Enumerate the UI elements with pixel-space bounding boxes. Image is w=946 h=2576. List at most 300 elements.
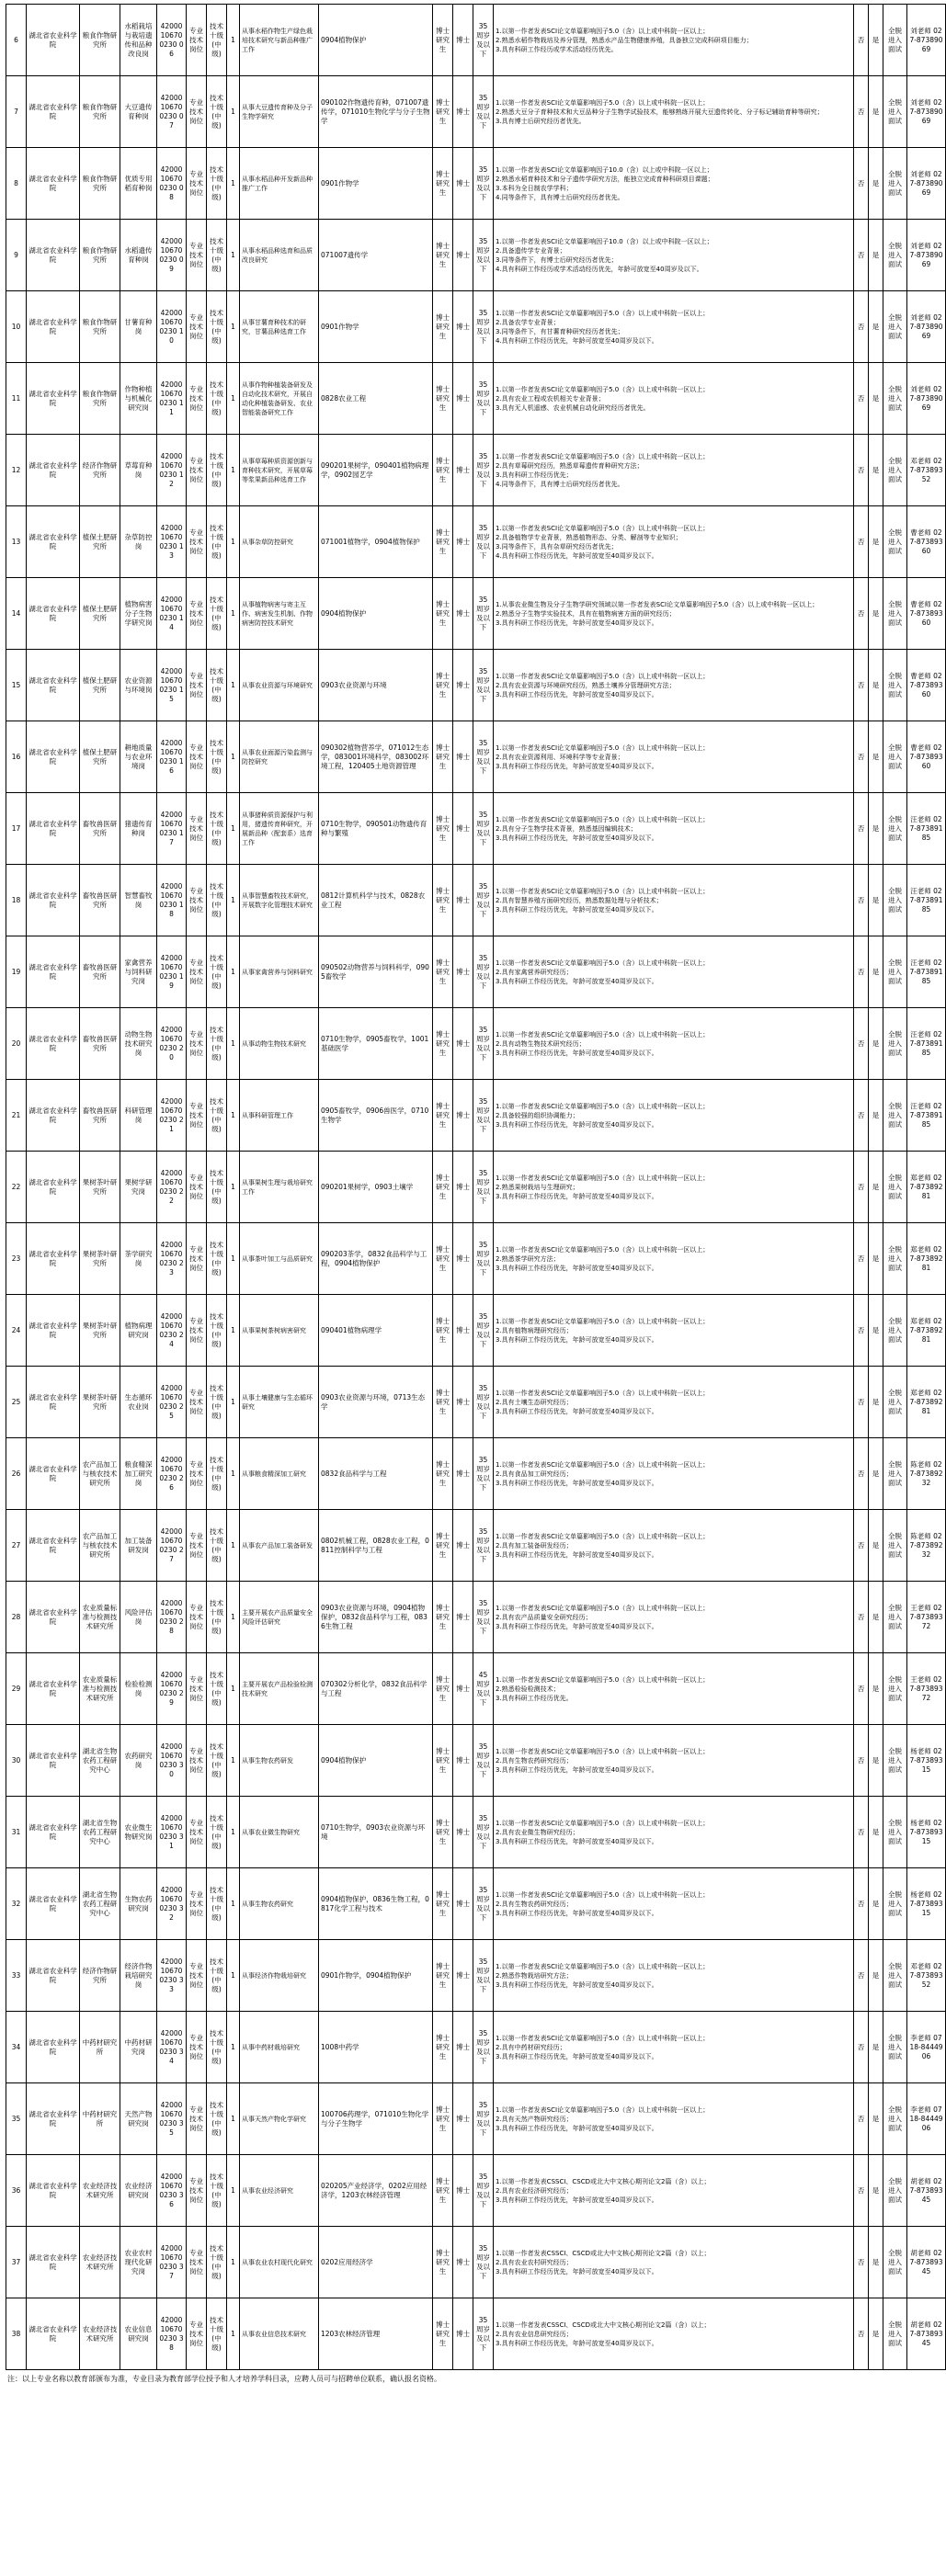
education-cell: 博士研究生 bbox=[433, 2298, 453, 2370]
major-requirement-cell: 0901作物学 bbox=[319, 291, 433, 363]
row-number: 31 bbox=[6, 1797, 27, 1868]
row-number: 21 bbox=[6, 1080, 27, 1152]
education-cell: 博士研究生 bbox=[433, 1438, 453, 1510]
headcount-cell: 1 bbox=[227, 578, 240, 650]
education-cell: 博士研究生 bbox=[433, 1080, 453, 1152]
department-cell: 畜牧兽医研究所 bbox=[80, 936, 120, 1008]
specific-exam-cell: 否 bbox=[854, 435, 869, 506]
other-requirements-cell: 1.以第一作者发表SCI论文单篇影响因子5.0（含）以上或中科院一区以上； 2.熟悉作物栽培研究方法； 3.具有科研工作经历优先，年龄可放宽至40周岁及以下。 bbox=[494, 1940, 854, 2012]
other-requirements-cell: 1.从事农业微生物及分子生物学研究领域以第一作者发表SCI论文单篇影响因子5.0（含）以上或中科院一区以上； 2.熟悉分子生物学实验技术，具有在植物病害方面的研究经历； 3.具有科研工作经历优先，年龄可放宽至40周岁及以下。 bbox=[494, 578, 854, 650]
major-requirement-cell: 090302植物营养学，071012生态学，083001环境科学，083002环境工程，120405土地资源管理 bbox=[319, 721, 433, 793]
employer-cell: 湖北省农业科学院 bbox=[27, 1510, 80, 1582]
post-name-cell: 优质专用稻育种岗 bbox=[120, 148, 157, 220]
major-requirement-cell: 0202应用经济学 bbox=[319, 2227, 433, 2298]
exam-method-cell: 全脱进入面试 bbox=[883, 1582, 907, 1653]
employer-cell: 湖北省农业科学院 bbox=[27, 291, 80, 363]
education-cell: 博士研究生 bbox=[433, 76, 453, 148]
exam-flag-cell: 是 bbox=[869, 2298, 883, 2370]
headcount-cell: 1 bbox=[227, 2227, 240, 2298]
post-description-cell: 从事农产品加工装备研发 bbox=[240, 1510, 319, 1582]
table-row bbox=[6, 220, 946, 291]
age-cell: 35周岁及以下 bbox=[473, 2227, 494, 2298]
employer-cell: 湖北省农业科学院 bbox=[27, 1223, 80, 1295]
exam-flag-cell: 是 bbox=[869, 506, 883, 578]
table-row bbox=[6, 435, 946, 506]
department-cell: 果树茶叶研究所 bbox=[80, 1295, 120, 1367]
age-cell: 35周岁及以下 bbox=[473, 2155, 494, 2227]
post-description-cell: 从事经济作物栽培研究 bbox=[240, 1940, 319, 2012]
post-code-cell: 42000106700230 19 bbox=[157, 936, 187, 1008]
table-row bbox=[6, 506, 946, 578]
age-cell: 35周岁及以下 bbox=[473, 1008, 494, 1080]
post-name-cell: 检验检测岗 bbox=[120, 1653, 157, 1725]
department-cell: 畜牧兽医研究所 bbox=[80, 1080, 120, 1152]
post-description-cell: 从事生物农药研究 bbox=[240, 1868, 319, 1940]
exam-flag-cell: 是 bbox=[869, 1008, 883, 1080]
contact-cell: 汪老师 027-87389185 bbox=[907, 865, 946, 936]
major-requirement-cell: 0812计算机科学与技术，0828农业工程 bbox=[319, 865, 433, 936]
department-cell: 农产品加工与核农技术研究所 bbox=[80, 1438, 120, 1510]
post-code-cell: 42000106700230 25 bbox=[157, 1367, 187, 1438]
job-table-container bbox=[6, 4, 943, 2385]
table-row bbox=[6, 721, 946, 793]
post-code-cell: 42000106700230 38 bbox=[157, 2298, 187, 2370]
major-requirement-cell: 0710生物学，0905畜牧学，1001基础医学 bbox=[319, 1008, 433, 1080]
row-number: 11 bbox=[6, 363, 27, 435]
post-code-cell: 42000106700230 32 bbox=[157, 1868, 187, 1940]
degree-cell: 博士 bbox=[453, 721, 473, 793]
exam-method-cell: 全脱进入面试 bbox=[883, 220, 907, 291]
exam-flag-cell: 是 bbox=[869, 1940, 883, 2012]
employer-cell: 湖北省农业科学院 bbox=[27, 1868, 80, 1940]
post-description-cell: 从事生物农药研发 bbox=[240, 1725, 319, 1797]
education-cell: 博士研究生 bbox=[433, 1510, 453, 1582]
contact-cell: 郑老师 027-87389281 bbox=[907, 1152, 946, 1223]
row-number: 34 bbox=[6, 2012, 27, 2083]
post-description-cell: 从事农业经济研究 bbox=[240, 2155, 319, 2227]
department-cell: 畜牧兽医研究所 bbox=[80, 1008, 120, 1080]
headcount-cell: 1 bbox=[227, 220, 240, 291]
post-code-cell: 42000106700230 27 bbox=[157, 1510, 187, 1582]
contact-cell: 曹老师 027-87389360 bbox=[907, 650, 946, 721]
headcount-cell: 1 bbox=[227, 435, 240, 506]
headcount-cell: 1 bbox=[227, 2155, 240, 2227]
job-table bbox=[6, 4, 946, 2370]
post-description-cell: 从事农业信息技术研究 bbox=[240, 2298, 319, 2370]
specific-exam-cell: 否 bbox=[854, 1080, 869, 1152]
post-name-cell: 生物农药研究岗 bbox=[120, 1868, 157, 1940]
contact-cell: 王老师 027-87389372 bbox=[907, 1653, 946, 1725]
exam-method-cell: 全脱进入面试 bbox=[883, 2227, 907, 2298]
post-code-cell: 42000106700230 28 bbox=[157, 1582, 187, 1653]
post-description-cell: 从事果树生理与栽培研究工作 bbox=[240, 1152, 319, 1223]
degree-cell: 博士 bbox=[453, 650, 473, 721]
exam-method-cell: 全脱进入面试 bbox=[883, 5, 907, 76]
employer-cell: 湖北省农业科学院 bbox=[27, 578, 80, 650]
headcount-cell: 1 bbox=[227, 1223, 240, 1295]
age-cell: 35周岁及以下 bbox=[473, 936, 494, 1008]
post-category-cell: 专业技术岗位 bbox=[187, 506, 207, 578]
row-number: 20 bbox=[6, 1008, 27, 1080]
other-requirements-cell: 1.以第一作者发表SCI论文单篇影响因子5.0（含）以上或中科院一区以上； 2.具有土壤生态研究经历； 3.具有科研工作经历优先，年龄可放宽至40周岁及以下。 bbox=[494, 1367, 854, 1438]
other-requirements-cell: 1.以第一作者发表SCI论文单篇影响因子10.0（含）以上或中科院一区以上； 2.熟悉水稻育种技术和分子遗传学研究方法，能独立完成育种科研项目课题； 3.本科为全日制农学学科； 4.同等条件下，具有博士后研究经历者优先。 bbox=[494, 148, 854, 220]
post-code-cell: 42000106700230 13 bbox=[157, 506, 187, 578]
post-category-cell: 专业技术岗位 bbox=[187, 1438, 207, 1510]
degree-cell: 博士 bbox=[453, 936, 473, 1008]
post-name-cell: 动物生物技术研究岗 bbox=[120, 1008, 157, 1080]
headcount-cell: 1 bbox=[227, 721, 240, 793]
post-name-cell: 经济作物栽培研究岗 bbox=[120, 1940, 157, 2012]
major-requirement-cell: 0710生物学，0903农业资源与环境 bbox=[319, 1797, 433, 1868]
post-code-cell: 42000106700230 34 bbox=[157, 2012, 187, 2083]
headcount-cell: 1 bbox=[227, 936, 240, 1008]
table-row bbox=[6, 1008, 946, 1080]
headcount-cell: 1 bbox=[227, 793, 240, 865]
post-category-cell: 专业技术岗位 bbox=[187, 2012, 207, 2083]
exam-flag-cell: 是 bbox=[869, 2227, 883, 2298]
post-category-cell: 专业技术岗位 bbox=[187, 1223, 207, 1295]
post-code-cell: 42000106700230 22 bbox=[157, 1152, 187, 1223]
table-row bbox=[6, 1725, 946, 1797]
major-requirement-cell: 0901作物学 bbox=[319, 148, 433, 220]
post-category-cell: 专业技术岗位 bbox=[187, 1152, 207, 1223]
post-level-cell: 技术十级(中级) bbox=[207, 1653, 227, 1725]
headcount-cell: 1 bbox=[227, 76, 240, 148]
contact-cell: 邓老师 027-87389352 bbox=[907, 1940, 946, 2012]
post-code-cell: 42000106700230 09 bbox=[157, 220, 187, 291]
major-requirement-cell: 070302分析化学，0832食品科学与工程 bbox=[319, 1653, 433, 1725]
post-description-cell: 从事科研管理工作 bbox=[240, 1080, 319, 1152]
post-code-cell: 42000106700230 35 bbox=[157, 2083, 187, 2155]
employer-cell: 湖北省农业科学院 bbox=[27, 721, 80, 793]
contact-cell: 刘老师 027-87389069 bbox=[907, 148, 946, 220]
education-cell: 博士研究生 bbox=[433, 506, 453, 578]
specific-exam-cell: 否 bbox=[854, 1438, 869, 1510]
row-number: 9 bbox=[6, 220, 27, 291]
degree-cell: 博士 bbox=[453, 506, 473, 578]
table-row bbox=[6, 1438, 946, 1510]
degree-cell: 博士 bbox=[453, 148, 473, 220]
degree-cell: 博士 bbox=[453, 1582, 473, 1653]
age-cell: 35周岁及以下 bbox=[473, 1582, 494, 1653]
major-requirement-cell: 1008中药学 bbox=[319, 2012, 433, 2083]
department-cell: 粮食作物研究所 bbox=[80, 148, 120, 220]
post-description-cell: 从事粮食精深加工研究 bbox=[240, 1438, 319, 1510]
post-level-cell: 技术十级(中级) bbox=[207, 2155, 227, 2227]
table-row bbox=[6, 2298, 946, 2370]
post-name-cell: 植物病理研究岗 bbox=[120, 1295, 157, 1367]
exam-flag-cell: 是 bbox=[869, 2012, 883, 2083]
exam-method-cell: 全脱进入面试 bbox=[883, 578, 907, 650]
post-code-cell: 42000106700230 26 bbox=[157, 1438, 187, 1510]
contact-cell: 杨老师 027-87389315 bbox=[907, 1868, 946, 1940]
row-number: 22 bbox=[6, 1152, 27, 1223]
exam-flag-cell: 是 bbox=[869, 1223, 883, 1295]
other-requirements-cell: 1.以第一作者发表SCI论文单篇影响因子5.0（含）以上或中科院一区以上； 2.具有农业资源利用、环境科学等专业背景； 3.具有科研工作经历优先，年龄可放宽至40周岁及以下。 bbox=[494, 721, 854, 793]
employer-cell: 湖北省农业科学院 bbox=[27, 2298, 80, 2370]
post-code-cell: 42000106700230 36 bbox=[157, 2155, 187, 2227]
department-cell: 经济作物研究所 bbox=[80, 435, 120, 506]
department-cell: 经济作物研究所 bbox=[80, 1940, 120, 2012]
specific-exam-cell: 否 bbox=[854, 1582, 869, 1653]
exam-method-cell: 全脱进入面试 bbox=[883, 291, 907, 363]
exam-flag-cell: 是 bbox=[869, 363, 883, 435]
post-code-cell: 42000106700230 30 bbox=[157, 1725, 187, 1797]
headcount-cell: 1 bbox=[227, 1940, 240, 2012]
specific-exam-cell: 否 bbox=[854, 1367, 869, 1438]
employer-cell: 湖北省农业科学院 bbox=[27, 793, 80, 865]
education-cell: 博士研究生 bbox=[433, 435, 453, 506]
major-requirement-cell: 090502动物营养与饲料科学，0905畜牧学 bbox=[319, 936, 433, 1008]
post-name-cell: 杂草防控岗 bbox=[120, 506, 157, 578]
post-description-cell: 从事农业农村现代化研究 bbox=[240, 2227, 319, 2298]
post-description-cell: 从事草莓种质资源创新与育种技术研究，开展草莓等浆果新品种选育工作 bbox=[240, 435, 319, 506]
post-category-cell: 专业技术岗位 bbox=[187, 865, 207, 936]
department-cell: 中药材研究所 bbox=[80, 2083, 120, 2155]
major-requirement-cell: 0828农业工程 bbox=[319, 363, 433, 435]
row-number: 17 bbox=[6, 793, 27, 865]
specific-exam-cell: 否 bbox=[854, 721, 869, 793]
exam-method-cell: 全脱进入面试 bbox=[883, 1868, 907, 1940]
education-cell: 博士研究生 bbox=[433, 936, 453, 1008]
degree-cell: 博士 bbox=[453, 1152, 473, 1223]
education-cell: 博士研究生 bbox=[433, 148, 453, 220]
contact-cell: 曹老师 027-87389360 bbox=[907, 578, 946, 650]
employer-cell: 湖北省农业科学院 bbox=[27, 76, 80, 148]
post-name-cell: 加工装备研发岗 bbox=[120, 1510, 157, 1582]
exam-flag-cell: 是 bbox=[869, 936, 883, 1008]
exam-method-cell: 全脱进入面试 bbox=[883, 1152, 907, 1223]
education-cell: 博士研究生 bbox=[433, 1152, 453, 1223]
exam-flag-cell: 是 bbox=[869, 793, 883, 865]
post-level-cell: 技术十级(中级) bbox=[207, 76, 227, 148]
post-level-cell: 技术十级(中级) bbox=[207, 1797, 227, 1868]
headcount-cell: 1 bbox=[227, 2083, 240, 2155]
job-table-body bbox=[6, 5, 946, 2370]
employer-cell: 湖北省农业科学院 bbox=[27, 1653, 80, 1725]
post-category-cell: 专业技术岗位 bbox=[187, 76, 207, 148]
education-cell: 博士研究生 bbox=[433, 2155, 453, 2227]
contact-cell: 邓老师 027-87389352 bbox=[907, 435, 946, 506]
other-requirements-cell: 1.以第一作者发表SCI论文单篇影响因子5.0（含）以上或中科院一区以上； 2.具有中药材研究经历； 3.具有科研工作经历优先，年龄可放宽至40周岁及以下。 bbox=[494, 2012, 854, 2083]
degree-cell: 博士 bbox=[453, 1653, 473, 1725]
row-number: 14 bbox=[6, 578, 27, 650]
education-cell: 博士研究生 bbox=[433, 2227, 453, 2298]
exam-flag-cell: 是 bbox=[869, 1868, 883, 1940]
specific-exam-cell: 否 bbox=[854, 2083, 869, 2155]
headcount-cell: 1 bbox=[227, 865, 240, 936]
table-row bbox=[6, 1223, 946, 1295]
department-cell: 粮食作物研究所 bbox=[80, 76, 120, 148]
row-number: 28 bbox=[6, 1582, 27, 1653]
post-name-cell: 水稻栽培与栽培遗传和品种改良岗 bbox=[120, 5, 157, 76]
exam-flag-cell: 是 bbox=[869, 1510, 883, 1582]
other-requirements-cell: 1.以第一作者发表SCI论文单篇影响因子5.0（含）以上或中科院一区以上； 2.具有生物农药研究经历； 3.具有科研工作经历优先，年龄可放宽至40周岁及以下。 bbox=[494, 1725, 854, 1797]
post-category-cell: 专业技术岗位 bbox=[187, 1653, 207, 1725]
department-cell: 果树茶叶研究所 bbox=[80, 1152, 120, 1223]
post-level-cell: 技术十级(中级) bbox=[207, 1438, 227, 1510]
other-requirements-cell: 1.以第一作者发表SCI论文单篇影响因子5.0（含）以上或中科院一区以上； 2.熟悉果树栽培与生理研究； 3.具有科研工作经历优先，年龄可放宽至40周岁及以下。 bbox=[494, 1152, 854, 1223]
department-cell: 粮食作物研究所 bbox=[80, 5, 120, 76]
exam-flag-cell: 是 bbox=[869, 291, 883, 363]
post-category-cell: 专业技术岗位 bbox=[187, 1582, 207, 1653]
post-name-cell: 天然产物研究岗 bbox=[120, 2083, 157, 2155]
department-cell: 畜牧兽医研究所 bbox=[80, 793, 120, 865]
post-level-cell: 技术十级(中级) bbox=[207, 1510, 227, 1582]
specific-exam-cell: 否 bbox=[854, 2012, 869, 2083]
post-description-cell: 从事土壤健康与生态循环研究 bbox=[240, 1367, 319, 1438]
department-cell: 果树茶叶研究所 bbox=[80, 1223, 120, 1295]
post-description-cell: 从事猪种质资源保护与利用，猪遗传育种研究，开展新品种（配套系）选育工作 bbox=[240, 793, 319, 865]
post-category-cell: 专业技术岗位 bbox=[187, 5, 207, 76]
department-cell: 畜牧兽医研究所 bbox=[80, 865, 120, 936]
post-level-cell: 技术十级(中级) bbox=[207, 1582, 227, 1653]
major-requirement-cell: 0710生物学，090501动物遗传育种与繁殖 bbox=[319, 793, 433, 865]
education-cell: 博士研究生 bbox=[433, 1797, 453, 1868]
employer-cell: 湖北省农业科学院 bbox=[27, 220, 80, 291]
employer-cell: 湖北省农业科学院 bbox=[27, 1367, 80, 1438]
row-number: 15 bbox=[6, 650, 27, 721]
post-name-cell: 科研管理岗 bbox=[120, 1080, 157, 1152]
table-row bbox=[6, 865, 946, 936]
post-category-cell: 专业技术岗位 bbox=[187, 1940, 207, 2012]
exam-method-cell: 全脱进入面试 bbox=[883, 148, 907, 220]
other-requirements-cell: 1.以第一作者发表SCI论文单篇影响因子5.0（含）以上或中科院一区以上； 2.具有植物病理研究经历； 3.具有科研工作经历优先，年龄可放宽至40周岁及以下。 bbox=[494, 1295, 854, 1367]
exam-method-cell: 全脱进入面试 bbox=[883, 506, 907, 578]
education-cell: 博士研究生 bbox=[433, 291, 453, 363]
post-description-cell: 从事农业微生物研究 bbox=[240, 1797, 319, 1868]
contact-cell: 刘老师 027-87389069 bbox=[907, 220, 946, 291]
exam-flag-cell: 是 bbox=[869, 148, 883, 220]
other-requirements-cell: 1.以第一作者发表SCI论文单篇影响因子5.0（含）以上或中科院一区以上； 2.具有家禽营养研究经历； 3.具有科研工作经历优先，年龄可放宽至40周岁及以下。 bbox=[494, 936, 854, 1008]
exam-flag-cell: 是 bbox=[869, 1367, 883, 1438]
major-requirement-cell: 0802机械工程，0828农业工程，0811控制科学与工程 bbox=[319, 1510, 433, 1582]
education-cell: 博士研究生 bbox=[433, 1653, 453, 1725]
specific-exam-cell: 否 bbox=[854, 506, 869, 578]
headcount-cell: 1 bbox=[227, 1295, 240, 1367]
department-cell: 粮食作物研究所 bbox=[80, 291, 120, 363]
post-name-cell: 农业微生物研究岗 bbox=[120, 1797, 157, 1868]
major-requirement-cell: 0904植物保护 bbox=[319, 5, 433, 76]
age-cell: 35周岁及以下 bbox=[473, 650, 494, 721]
age-cell: 35周岁及以下 bbox=[473, 721, 494, 793]
major-requirement-cell: 071007遗传学 bbox=[319, 220, 433, 291]
post-code-cell: 42000106700230 10 bbox=[157, 291, 187, 363]
age-cell: 35周岁及以下 bbox=[473, 220, 494, 291]
specific-exam-cell: 否 bbox=[854, 1653, 869, 1725]
exam-flag-cell: 是 bbox=[869, 650, 883, 721]
department-cell: 粮食作物研究所 bbox=[80, 363, 120, 435]
specific-exam-cell: 否 bbox=[854, 578, 869, 650]
exam-flag-cell: 是 bbox=[869, 435, 883, 506]
employer-cell: 湖北省农业科学院 bbox=[27, 435, 80, 506]
other-requirements-cell: 1.以第一作者发表SCI论文单篇影响因子5.0（含）以上或中科院一区以上； 2.具有农业工程或农机相关专业背景； 3.具有无人机遥感、农业机械自动化研究经历者优先。 bbox=[494, 363, 854, 435]
employer-cell: 湖北省农业科学院 bbox=[27, 1080, 80, 1152]
exam-method-cell: 全脱进入面试 bbox=[883, 1367, 907, 1438]
age-cell: 35周岁及以下 bbox=[473, 5, 494, 76]
post-level-cell: 技术十级(中级) bbox=[207, 1295, 227, 1367]
post-level-cell: 技术十级(中级) bbox=[207, 1367, 227, 1438]
employer-cell: 湖北省农业科学院 bbox=[27, 1940, 80, 2012]
exam-method-cell: 全脱进入面试 bbox=[883, 363, 907, 435]
degree-cell: 博士 bbox=[453, 363, 473, 435]
department-cell: 农业质量标准与检测技术研究所 bbox=[80, 1653, 120, 1725]
exam-flag-cell: 是 bbox=[869, 2155, 883, 2227]
post-category-cell: 专业技术岗位 bbox=[187, 1725, 207, 1797]
post-name-cell: 家禽营养与饲料研究岗 bbox=[120, 936, 157, 1008]
specific-exam-cell: 否 bbox=[854, 1008, 869, 1080]
post-category-cell: 专业技术岗位 bbox=[187, 650, 207, 721]
major-requirement-cell: 0903农业资源与环境，0904植物保护，0832食品科学与工程，0836生物工程 bbox=[319, 1582, 433, 1653]
headcount-cell: 1 bbox=[227, 363, 240, 435]
contact-cell: 郑老师 027-87389281 bbox=[907, 1367, 946, 1438]
specific-exam-cell: 否 bbox=[854, 650, 869, 721]
age-cell: 35周岁及以下 bbox=[473, 1295, 494, 1367]
post-description-cell: 从事农业面源污染监测与防控研究 bbox=[240, 721, 319, 793]
department-cell: 湖北省生物农药工程研究中心 bbox=[80, 1868, 120, 1940]
age-cell: 35周岁及以下 bbox=[473, 435, 494, 506]
age-cell: 35周岁及以下 bbox=[473, 1510, 494, 1582]
specific-exam-cell: 否 bbox=[854, 1510, 869, 1582]
contact-cell: 汪老师 027-87389185 bbox=[907, 793, 946, 865]
exam-flag-cell: 是 bbox=[869, 5, 883, 76]
post-category-cell: 专业技术岗位 bbox=[187, 148, 207, 220]
employer-cell: 湖北省农业科学院 bbox=[27, 1295, 80, 1367]
contact-cell: 陈老师 027-87389232 bbox=[907, 1510, 946, 1582]
post-description-cell: 从事茶叶加工与品质研究 bbox=[240, 1223, 319, 1295]
post-name-cell: 生态循环农业岗 bbox=[120, 1367, 157, 1438]
post-code-cell: 42000106700230 20 bbox=[157, 1008, 187, 1080]
degree-cell: 博士 bbox=[453, 1295, 473, 1367]
row-number: 27 bbox=[6, 1510, 27, 1582]
degree-cell: 博士 bbox=[453, 1797, 473, 1868]
contact-cell: 王老师 027-87389372 bbox=[907, 1582, 946, 1653]
exam-method-cell: 全脱进入面试 bbox=[883, 1797, 907, 1868]
department-cell: 果树茶叶研究所 bbox=[80, 1367, 120, 1438]
contact-cell: 刘老师 027-87389069 bbox=[907, 291, 946, 363]
degree-cell: 博士 bbox=[453, 5, 473, 76]
employer-cell: 湖北省农业科学院 bbox=[27, 1008, 80, 1080]
row-number: 37 bbox=[6, 2227, 27, 2298]
major-requirement-cell: 0904植物保护 bbox=[319, 1725, 433, 1797]
table-row bbox=[6, 148, 946, 220]
age-cell: 35周岁及以下 bbox=[473, 793, 494, 865]
major-requirement-cell: 090203茶学，0832食品科学与工程，0904植物保护 bbox=[319, 1223, 433, 1295]
post-name-cell: 水稻遗传育种岗 bbox=[120, 220, 157, 291]
employer-cell: 湖北省农业科学院 bbox=[27, 865, 80, 936]
other-requirements-cell: 1.以第一作者发表SCI论文单篇影响因子5.0（含）以上或中科院一区以上； 2.具有农业微生物研究经历； 3.具有科研工作经历优先，年龄可放宽至40周岁及以下。 bbox=[494, 1797, 854, 1868]
exam-method-cell: 全脱进入面试 bbox=[883, 650, 907, 721]
row-number: 8 bbox=[6, 148, 27, 220]
table-row bbox=[6, 5, 946, 76]
post-description-cell: 主要开展农产品检验检测技术研究 bbox=[240, 1653, 319, 1725]
age-cell: 35周岁及以下 bbox=[473, 1940, 494, 2012]
table-row bbox=[6, 1653, 946, 1725]
other-requirements-cell: 1.以第一作者发表SCI论文单篇影响因子5.0（含）以上或中科院一区以上； 2.具有动物生物技术研究经历； 3.具有科研工作经历优先，年龄可放宽至40周岁及以下。 bbox=[494, 1008, 854, 1080]
department-cell: 中药材研究所 bbox=[80, 2012, 120, 2083]
post-level-cell: 技术十级(中级) bbox=[207, 650, 227, 721]
department-cell: 湖北省生物农药工程研究中心 bbox=[80, 1797, 120, 1868]
major-requirement-cell: 1203农林经济管理 bbox=[319, 2298, 433, 2370]
exam-flag-cell: 是 bbox=[869, 1080, 883, 1152]
exam-flag-cell: 是 bbox=[869, 1653, 883, 1725]
post-level-cell: 技术十级(中级) bbox=[207, 2298, 227, 2370]
contact-cell: 曹老师 027-87389360 bbox=[907, 506, 946, 578]
other-requirements-cell: 1.以第一作者发表SCI论文单篇影响因子5.0（含）以上或中科院一区以上； 2.具有农业资源与环境研究经历，熟悉土壤养分管理研究方法； 3.具有科研工作经历优先，年龄可放宽至40周岁及以下。 bbox=[494, 650, 854, 721]
table-row bbox=[6, 793, 946, 865]
post-category-cell: 专业技术岗位 bbox=[187, 2298, 207, 2370]
major-requirement-cell: 020205产业经济学，0202应用经济学，1203农林经济管理 bbox=[319, 2155, 433, 2227]
